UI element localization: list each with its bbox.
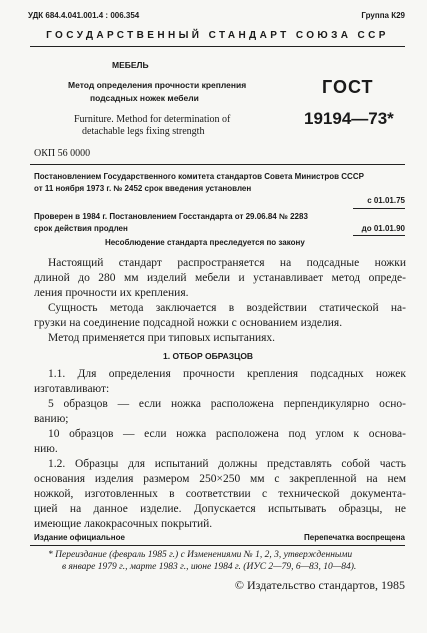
p12-l1: 1.2. Образцы для испытаний должны представлять собой часть: [48, 458, 406, 470]
p11-l5: 10 образцов — если ножка расположена под углом к основа-: [48, 428, 406, 440]
copyright: © Издательство стандартов, 1985: [234, 578, 405, 592]
p12-l4: цией на данное изделие. Допускается испытывать образцы, не: [34, 503, 406, 515]
footer-rule: [30, 545, 405, 546]
date-rule-1: [353, 208, 405, 209]
okp-code: ОКП 56 0000: [34, 148, 91, 159]
reissue-note-l2: в январе 1979 г., марте 1983 г., июне 1984 г. (ИУС 2—79, 6—83, 10—84).: [62, 562, 357, 572]
intro-p2-l1: Сущность метода заключается в воздействии статической на-: [48, 302, 406, 314]
group-code: Группа К29: [361, 11, 405, 20]
date-rule-2: [353, 235, 405, 236]
date-extension: до 01.01.90: [361, 224, 405, 233]
decree-line2: от 11 ноября 1973 г. № 2452 срок введения установлен: [34, 184, 252, 193]
date-introduction: с 01.01.75: [367, 196, 405, 205]
reissue-note-l1: * Переиздание (февраль 1985 г.) с Изменениями № 1, 2, 3, утвержденными: [48, 550, 353, 560]
p12-l2: основания изделия размером 250×250 мм с закрепленной на нем: [34, 473, 406, 485]
title-en-line1: Furniture. Method for determination of: [74, 114, 231, 125]
decree-line1: Постановлением Государственного комитета стандартов Совета Министров СССР: [34, 172, 364, 181]
p11-l4: ванию;: [34, 413, 69, 425]
category-title: МЕБЕЛЬ: [112, 60, 149, 70]
title-en-line2: detachable legs fixing strength: [82, 126, 205, 137]
udk-code: УДК 684.4.041.001.4 : 006.354: [28, 11, 140, 20]
intro-p1-l1: Настоящий стандарт распространяется на подсадные ножки: [48, 257, 406, 269]
header-rule: [30, 46, 405, 47]
gost-label: ГОСТ: [322, 77, 374, 97]
intro-p3-l1: Метод применяется при типовых испытаниях.: [48, 332, 276, 344]
official-edition: Издание официальное: [34, 533, 125, 542]
p11-l6: нию.: [34, 443, 58, 455]
reprint-prohibited: Перепечатка воспрещена: [304, 533, 405, 542]
standard-banner: ГОСУДАРСТВЕННЫЙ СТАНДАРТ СОЮЗА ССР: [46, 30, 389, 41]
title-ru-line2: подсадных ножек мебели: [90, 93, 199, 103]
p11-l3: 5 образцов — если ножка расположена перпендикулярно осно-: [48, 398, 406, 410]
section1-heading: 1. ОТБОР ОБРАЗЦОВ: [163, 351, 254, 361]
p12-l3: ножкой, изготовленных в соответствии с технической документа-: [34, 488, 406, 500]
law-warning: Несоблюдение стандарта преследуется по закону: [105, 238, 305, 247]
check-line1: Проверен в 1984 г. Постановлением Госстандарта от 29.06.84 № 2283: [34, 212, 308, 221]
title-ru-line1: Метод определения прочности крепления: [68, 80, 247, 90]
gost-number: 19194—73*: [304, 109, 394, 128]
intro-p2-l2: грузки на соединение подсадной ножки с основанием изделия.: [34, 317, 343, 329]
p11-l2: изготавливают:: [34, 383, 110, 395]
p11-l1: 1.1. Для определения прочности крепления подсадных ножек: [48, 368, 406, 380]
intro-p1-l3: ления прочности их крепления.: [34, 287, 189, 299]
intro-p1-l2: длиной до 280 мм изделий мебели и устанавливает метод опреде-: [34, 272, 406, 284]
check-line2: срок действия продлен: [34, 224, 128, 233]
okp-rule: [30, 164, 405, 165]
p12-l5: имеющие лакокрасочных покрытий.: [34, 518, 213, 530]
